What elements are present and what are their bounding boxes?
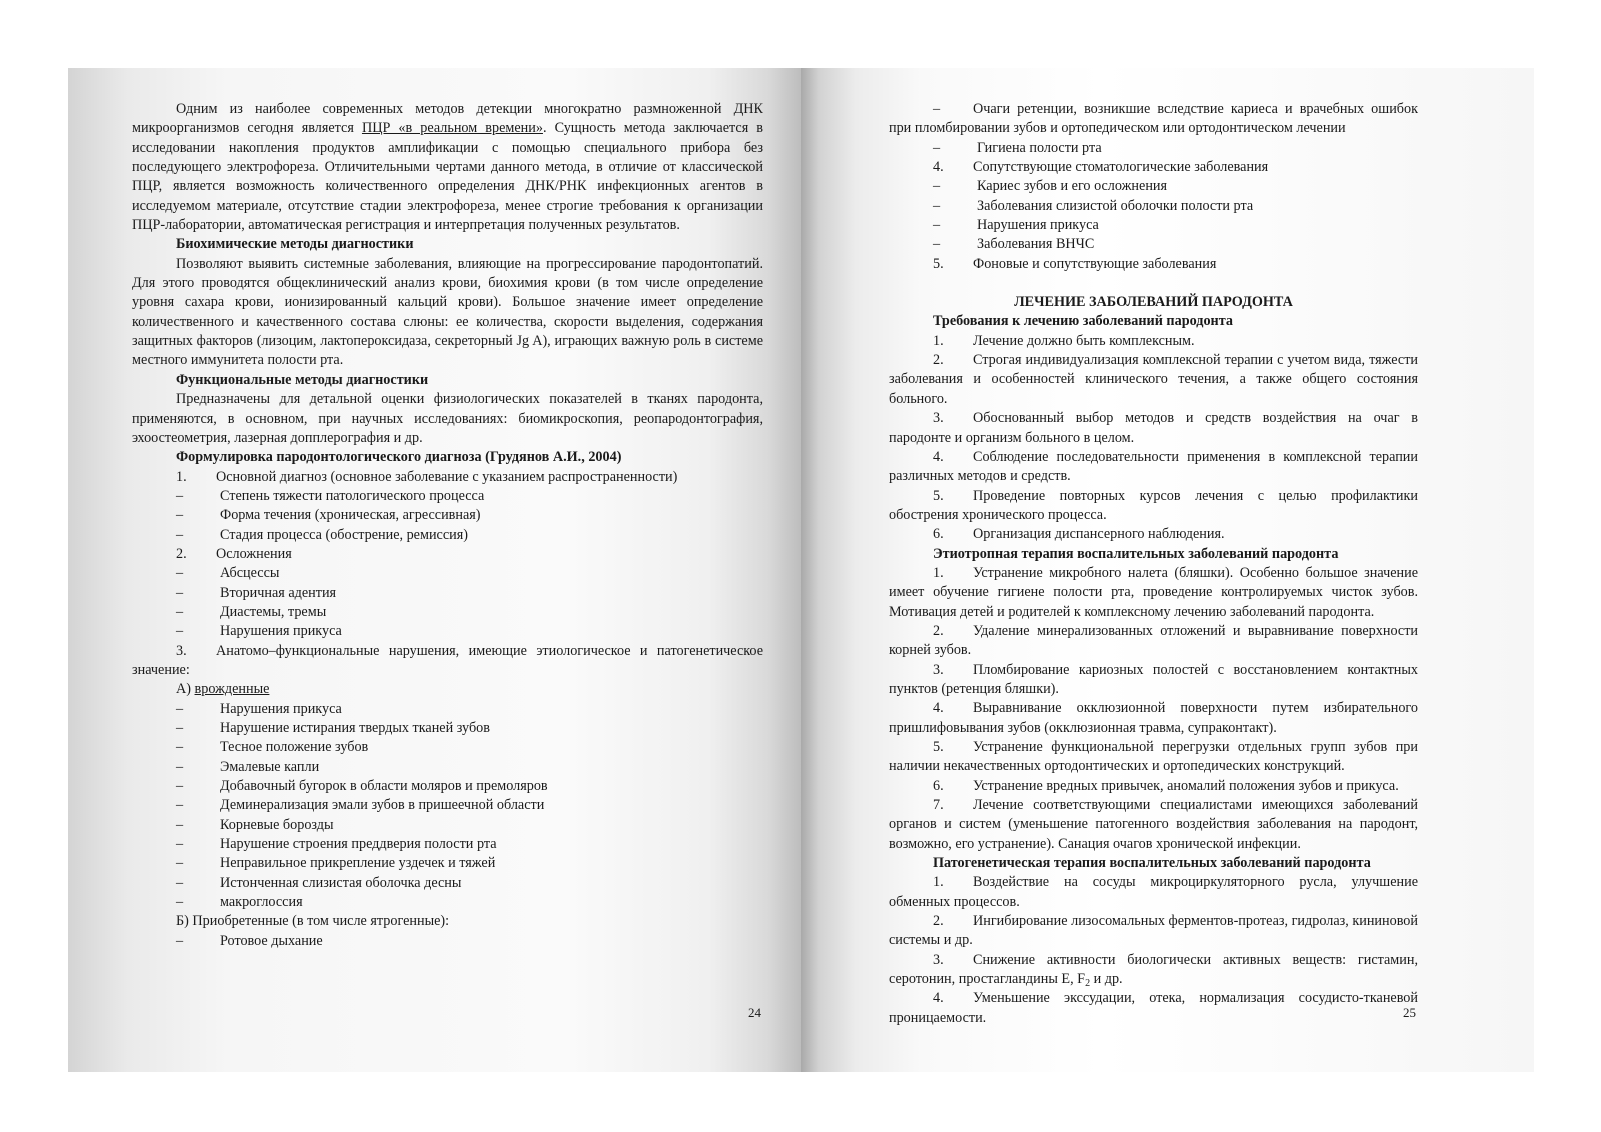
item-text: Очаги ретенции, возникшие вследствие кариеса и врачебных ошибок при пломбировании зубов и ортопедическом или ортодонтическом лечении: [889, 101, 1418, 137]
dash-marker: –: [176, 894, 184, 911]
list-item-text: Нарушения прикуса: [220, 623, 342, 640]
list-item-text: Нарушения прикуса: [220, 700, 342, 717]
congenital-list: [132, 700, 763, 913]
page-number: 24: [748, 1004, 761, 1020]
congenital-term: врожденные: [194, 681, 270, 698]
item-number: 2.: [933, 913, 944, 930]
item-number: 2.: [933, 622, 944, 639]
item-text: Устранение микробного налета (бляшки). Особенно большое значение имеет обучение гигиене полости рта, проведение контролируемых чисток зубов. Мотивация детей и родителей к комплексному лечению заболеваний пародонта.: [889, 564, 1418, 620]
pcr-realtime-term: ПЦР «в реальном времени»: [361, 120, 543, 137]
diagnosis-item-4: [889, 158, 1418, 177]
biochem-paragraph: Позволяют выявить системные заболевания, влияющие на прогрессирование пародонтопатий. Для этого проводятся общеклинический анализ крови, биохимия крови (в том числе определение уровня сахара крови, ионизированный кальций крови). Большое значение имеет определение количественного и качественного состава слюны: ее количества, скорости выделения, содержания защитных факторов (лизоцим, лактопероксидаза, секреторный Jg A), играющих важную роль в системе местного иммунитета полости рта.: [132, 255, 763, 369]
list-item: [132, 816, 763, 835]
list-item-text: Эмалевые капли: [220, 758, 320, 775]
item-number: 1.: [176, 468, 187, 485]
item-text: Основной диагноз (основное заболевание с указанием распространенности): [216, 468, 678, 485]
item-text: Выравнивание окклюзионной поверхности путем избирательного пришлифовывания зубов (окклюзионная травма, супраконтакт).: [889, 700, 1418, 736]
diagnosis-item-3: [132, 642, 763, 681]
numbered-item: [889, 777, 1418, 796]
item-text: Осложнения: [216, 545, 292, 562]
intro-paragraph: [132, 100, 763, 235]
dental-diseases-list: [889, 177, 1418, 254]
list-item-text: Стадия процесса (обострение, ремиссия): [220, 526, 468, 543]
list-item: [132, 796, 763, 815]
numbered-item: [889, 564, 1418, 622]
list-item: [132, 526, 763, 545]
numbered-item: [889, 912, 1418, 951]
acquired-list: [132, 932, 763, 951]
congenital-label: [132, 680, 763, 699]
left-page: [68, 68, 801, 1072]
item-text: Лечение должно быть комплексным.: [973, 332, 1195, 349]
item-text: Ингибирование лизосомальных ферментов-протеаз, гидролаз, кининовой системы и др.: [889, 913, 1418, 949]
numbered-item: [889, 738, 1418, 777]
intro-text-cont: . Сущность метода заключается в исследовании накопления продуктов амплификации с помощью специального прибора без последующего электрофореза. Отличительными чертами данного метода, в отличие от классической ПЦР, является возможность количественного определения ДНК/РНК инфекционных агентов в исследуемом материале, отсутствие стадии электрофореза, менее строгие требования к организации ПЦР-лаборатории, автоматическая регистрация и интерпретация полученных результатов.: [132, 120, 763, 234]
item-number: 4.: [933, 159, 944, 176]
pathogenetic-item-3: [889, 951, 1418, 990]
list-item-text: Кариес зубов и его осложнения: [977, 178, 1168, 195]
etiotropic-heading: Этиотропная терапия воспалительных заболеваний пародонта: [933, 545, 1339, 562]
list-item: [132, 564, 763, 583]
numbered-item: [889, 796, 1418, 854]
numbered-item: [889, 409, 1418, 448]
item-text: Организация диспансерного наблюдения.: [973, 526, 1225, 543]
item-number: 4.: [933, 448, 944, 465]
item-text: Фоновые и сопутствующие заболевания: [973, 255, 1217, 272]
list-item-text: Заболевания ВНЧС: [977, 236, 1095, 253]
right-page: [801, 68, 1534, 1072]
requirements-heading: Требования к лечению заболеваний пародонта: [933, 313, 1233, 330]
biochem-heading: Биохимические методы диагностики: [176, 236, 414, 253]
sub-prefix: А): [176, 681, 195, 698]
list-item: [889, 177, 1418, 196]
numbered-item: [889, 487, 1418, 526]
list-item: [132, 758, 763, 777]
list-item-text: Форма течения (хроническая, агрессивная): [220, 507, 481, 524]
hygiene-list: [889, 139, 1418, 158]
pathogenetic-list: [889, 873, 1418, 950]
list-item: [132, 854, 763, 873]
list-item-text: макроглоссия: [220, 894, 303, 911]
dash-marker: –: [176, 932, 184, 949]
item-number: 6.: [933, 526, 944, 543]
item-text: Лечение соответствующими специалистами имеющихся заболеваний органов и систем (уменьшение патогенного воздействия заболевания на пародонт, возможно, его устранение). Санация очагов хронической инфекции.: [889, 797, 1418, 852]
item-text: Удаление минерализованных отложений и выравнивание поверхности корней зубов.: [889, 622, 1418, 659]
item-text: Устранение вредных привычек, аномалий положения зубов и прикуса.: [973, 777, 1399, 794]
numbered-item: [889, 525, 1418, 544]
dash-marker: –: [176, 739, 184, 756]
dash-marker: –: [933, 139, 941, 156]
numbered-item: [889, 873, 1418, 912]
list-item-text: Ротовое дыхание: [220, 932, 323, 949]
list-item: [132, 622, 763, 641]
item-number: 4.: [933, 990, 944, 1007]
dash-marker: –: [176, 758, 184, 775]
dash-marker: –: [176, 526, 184, 543]
list-item-text: Корневые борозды: [220, 816, 334, 833]
dash-marker: –: [176, 720, 184, 736]
numbered-item: [889, 351, 1418, 409]
list-item: [889, 235, 1418, 254]
list-item: [132, 603, 763, 622]
etiotropic-list: [889, 564, 1418, 854]
item-number: 2.: [933, 352, 944, 369]
numbered-item: [889, 699, 1418, 738]
list-item: [132, 893, 763, 912]
item-number: 5.: [933, 487, 944, 504]
list-item: [132, 584, 763, 603]
func-paragraph: Предназначены для детальной оценки физиологических показателей в тканях пародонта, применяются, в основном, при научных исследованиях: биомикроскопия, реопародонтография, эхоостеометрия, лазерная допплерография и др.: [132, 391, 763, 446]
item-number: 1.: [933, 332, 944, 349]
list-item-text: Нарушения прикуса: [977, 217, 1099, 234]
acquired-label: Б) Приобретенные (в том числе ятрогенные):: [176, 913, 450, 930]
item-text: Снижение активности биологически активных веществ: гистамин, серотонин, простагландины Е, F: [889, 951, 1418, 988]
dash-marker: –: [176, 816, 184, 833]
list-item-text: Добавочный бугорок в области моляров и премоляров: [220, 778, 548, 795]
list-item-text: Абсцессы: [220, 565, 280, 582]
list-item-text: Нарушение истирания твердых тканей зубов: [220, 720, 490, 736]
item-text: Анатомо–функциональные нарушения, имеющие этиологическое и патогенетическое значение:: [132, 642, 763, 678]
dash-marker: –: [176, 584, 184, 601]
intro-text: Одним из наиболее современных методов детекции многократно размноженной ДНК микроорганизмов сегодня является: [132, 101, 763, 137]
requirements-list: [889, 332, 1418, 545]
pathogenetic-item-4: [889, 989, 1418, 1028]
item-text: Устранение функциональной перегрузки отдельных групп зубов при наличии некачественных ортодонтических и ортопедических конструкций.: [889, 739, 1418, 775]
item-text: Соблюдение последовательности применения в комплексной терапии различных методов и средств.: [889, 448, 1418, 485]
list-item-text: Неправильное прикрепление уздечек и тяжей: [220, 855, 496, 872]
dash-marker: –: [933, 236, 941, 253]
list-item: [889, 216, 1418, 235]
item-number: 5.: [933, 739, 944, 755]
list-item: [132, 738, 763, 757]
item-text: Воздействие на сосуды микроциркуляторного русла, улучшение обменных процессов.: [889, 874, 1418, 910]
dash-marker: –: [176, 565, 184, 582]
item-text: Пломбирование кариозных полостей с восстановлением контактных пунктов (ретенция бляшки).: [889, 661, 1418, 697]
list-item: [132, 487, 763, 506]
list-item: [132, 835, 763, 854]
diagnosis-item-1: [132, 468, 763, 487]
pathogenetic-heading: Патогенетическая терапия воспалительных заболеваний пародонта: [933, 855, 1371, 872]
list-item: [132, 506, 763, 525]
dash-marker: –: [176, 778, 184, 795]
list-item: [132, 777, 763, 796]
diagnosis-item-5: [889, 255, 1418, 274]
item-text: Сопутствующие стоматологические заболевания: [973, 159, 1269, 176]
dash-marker: –: [933, 197, 941, 214]
treatment-title: ЛЕЧЕНИЕ ЗАБОЛЕВАНИЙ ПАРОДОНТА: [1014, 294, 1293, 311]
list-item-text: Заболевания слизистой оболочки полости рта: [977, 197, 1254, 214]
complications-list: [132, 564, 763, 641]
numbered-item: [889, 448, 1418, 487]
item-text: Обоснованный выбор методов и средств воздействия на очаг в пародонте и организм больного в целом.: [889, 410, 1418, 446]
dash-marker: –: [176, 855, 184, 872]
item-text: Строгая индивидуализация комплексной терапии с учетом вида, тяжести заболевания и особенностей клинического течения, а также общего состояния больного.: [889, 352, 1418, 407]
diagnosis-heading: Формулировка пародонтологического диагноза (Грудянов А.И., 2004): [176, 449, 622, 466]
list-item-text: Деминерализация эмали зубов в пришеечной области: [220, 797, 545, 814]
dash-marker: –: [176, 603, 184, 620]
dash-marker: –: [176, 507, 184, 524]
func-heading: Функциональные методы диагностики: [176, 371, 429, 388]
dash-marker: –: [176, 623, 184, 640]
dash-marker: –: [176, 836, 184, 853]
list-item-text: Степень тяжести патологического процесса: [220, 487, 485, 504]
dash-marker: –: [176, 700, 184, 717]
item-text: Проведение повторных курсов лечения с целью профилактики обострения хронического процесса.: [889, 487, 1418, 523]
list-item-text: Диастемы, тремы: [220, 603, 327, 620]
item-number: 3.: [933, 661, 944, 678]
list-item: [132, 874, 763, 893]
list-item-text: Нарушение строения преддверия полости рта: [220, 836, 497, 853]
item-number: 1.: [933, 564, 944, 581]
retention-item: [889, 100, 1418, 139]
book-spread: [68, 68, 1534, 1072]
list-item: [889, 197, 1418, 216]
page-number: 25: [1403, 1004, 1416, 1020]
list-item-text: Гигиена полости рта: [977, 139, 1102, 156]
dash-marker: –: [933, 178, 941, 195]
dash-marker: –: [176, 797, 184, 814]
numbered-item: [889, 332, 1418, 351]
list-item: [132, 700, 763, 719]
item-text-cont: и др.: [1090, 971, 1123, 988]
item-number: 3.: [933, 951, 944, 968]
dash-marker: –: [933, 101, 941, 117]
item-number: 4.: [933, 700, 944, 717]
dash-marker: –: [176, 874, 184, 891]
item-number: 3.: [933, 410, 944, 427]
numbered-item: [889, 661, 1418, 700]
item-text: Уменьшение экссудации, отека, нормализация сосудисто-тканевой проницаемости.: [889, 990, 1418, 1026]
diagnosis-item-2: [132, 545, 763, 564]
numbered-item: [889, 622, 1418, 661]
severity-list: [132, 487, 763, 545]
list-item: [132, 719, 763, 738]
list-item: [132, 932, 763, 951]
item-number: 6.: [933, 777, 944, 794]
dash-marker: –: [176, 487, 184, 504]
list-item-text: Тесное положение зубов: [220, 739, 369, 756]
dash-marker: –: [933, 217, 941, 234]
list-item-text: Истонченная слизистая оболочка десны: [220, 874, 462, 891]
list-item: [889, 139, 1418, 158]
list-item-text: Вторичная адентия: [220, 584, 337, 601]
item-number: 7.: [933, 797, 944, 814]
item-number: 1.: [933, 874, 944, 891]
item-number: 3.: [176, 642, 187, 659]
item-number: 2.: [176, 545, 187, 562]
item-number: 5.: [933, 255, 944, 272]
subscript: 2: [1085, 978, 1091, 990]
